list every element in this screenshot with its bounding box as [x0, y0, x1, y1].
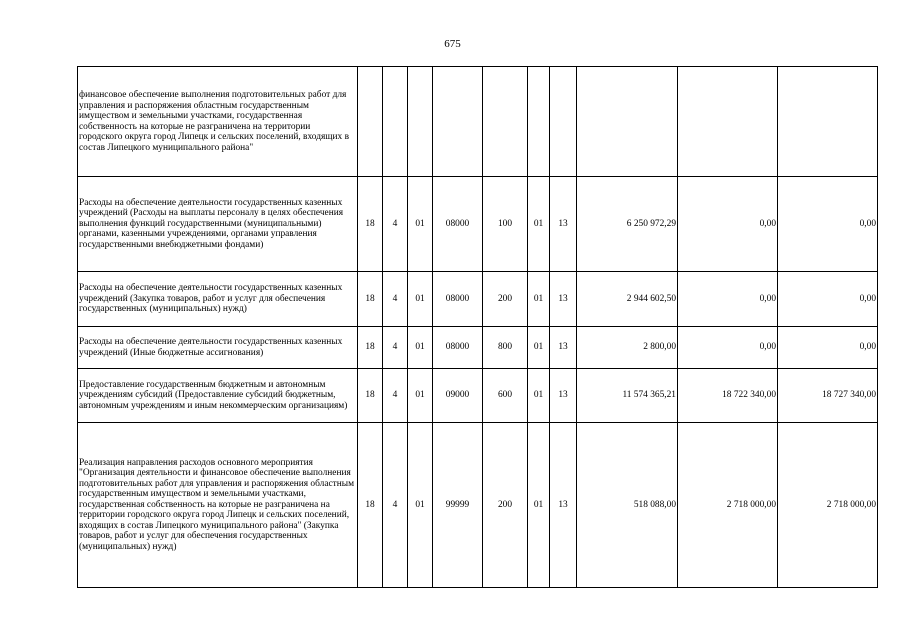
cell-code-3: 01: [408, 423, 433, 588]
cell-code-4: 08000: [433, 327, 483, 369]
cell-code-1: 18: [358, 423, 383, 588]
cell-code-6: 01: [528, 272, 550, 327]
row-description: Расходы на обеспечение деятельности государственных казенных учреждений (Иные бюджетные ассигнования): [78, 327, 358, 369]
cell-amount-3: 0,00: [778, 327, 878, 369]
cell-code-6: 01: [528, 177, 550, 272]
cell-code-4: 08000: [433, 177, 483, 272]
cell-code-6: [528, 67, 550, 177]
cell-code-2: 4: [383, 272, 408, 327]
cell-code-7: 13: [550, 423, 577, 588]
cell-amount-3: [778, 67, 878, 177]
cell-amount-2: [678, 67, 778, 177]
cell-code-4: 08000: [433, 272, 483, 327]
table-row: [78, 327, 878, 369]
cell-code-6: 01: [528, 369, 550, 423]
cell-code-4: 09000: [433, 369, 483, 423]
cell-code-1: [358, 67, 383, 177]
table-row: [78, 423, 878, 588]
cell-code-2: 4: [383, 369, 408, 423]
cell-code-5: 200: [483, 272, 528, 327]
budget-table: [77, 66, 878, 588]
cell-code-3: 01: [408, 177, 433, 272]
cell-code-2: 4: [383, 423, 408, 588]
cell-amount-1: 518 088,00: [577, 423, 678, 588]
cell-code-7: 13: [550, 327, 577, 369]
cell-code-1: 18: [358, 369, 383, 423]
cell-code-1: 18: [358, 177, 383, 272]
cell-code-2: 4: [383, 177, 408, 272]
cell-code-3: 01: [408, 327, 433, 369]
row-description: Предоставление государственным бюджетным и автономным учреждениям субсидий (Предоставление субсидий бюджетным, автономным учреждениям и иным некоммерческим организациям): [78, 369, 358, 423]
table-row: [78, 67, 878, 177]
cell-amount-3: 0,00: [778, 272, 878, 327]
cell-amount-1: [577, 67, 678, 177]
cell-code-5: 200: [483, 423, 528, 588]
cell-code-5: 800: [483, 327, 528, 369]
table-row: [78, 369, 878, 423]
page-number: 675: [444, 38, 461, 50]
cell-code-5: 100: [483, 177, 528, 272]
cell-code-4: 99999: [433, 423, 483, 588]
cell-amount-2: 0,00: [678, 327, 778, 369]
cell-code-7: 13: [550, 177, 577, 272]
cell-amount-2: 2 718 000,00: [678, 423, 778, 588]
table-row: [78, 272, 878, 327]
row-description: Расходы на обеспечение деятельности государственных казенных учреждений (Расходы на выплаты персоналу в целях обеспечения выполнения функций государственными (муниципальными) органами, казенными учреждениями, органами управления государственными внебюджетными фондами): [78, 177, 358, 272]
cell-code-7: [550, 67, 577, 177]
cell-code-2: 4: [383, 327, 408, 369]
cell-amount-3: 2 718 000,00: [778, 423, 878, 588]
cell-amount-1: 2 944 602,50: [577, 272, 678, 327]
cell-code-6: 01: [528, 327, 550, 369]
row-description: финансовое обеспечение выполнения подготовительных работ для управления и распоряжения областным государственным имуществом и земельными участками, государственная собственность на которые не разграничена на территории городского округа город Липецк и сельских поселений, входящих в состав Липецкого муниципального района": [78, 67, 358, 177]
cell-amount-1: 11 574 365,21: [577, 369, 678, 423]
cell-code-1: 18: [358, 272, 383, 327]
cell-amount-2: 18 722 340,00: [678, 369, 778, 423]
cell-code-6: 01: [528, 423, 550, 588]
cell-amount-3: 18 727 340,00: [778, 369, 878, 423]
cell-code-7: 13: [550, 272, 577, 327]
row-description: Расходы на обеспечение деятельности государственных казенных учреждений (Закупка товаров, работ и услуг для обеспечения государственных (муниципальных) нужд): [78, 272, 358, 327]
cell-code-4: [433, 67, 483, 177]
cell-amount-1: 6 250 972,29: [577, 177, 678, 272]
cell-amount-2: 0,00: [678, 177, 778, 272]
cell-code-3: 01: [408, 272, 433, 327]
cell-code-7: 13: [550, 369, 577, 423]
cell-amount-3: 0,00: [778, 177, 878, 272]
cell-code-3: 01: [408, 369, 433, 423]
cell-code-5: [483, 67, 528, 177]
cell-amount-1: 2 800,00: [577, 327, 678, 369]
row-description: Реализация направления расходов основного мероприятия "Организация деятельности и финансовое обеспечение выполнения подготовительных работ для управления и распоряжения областным государственным имуществом и земельными участками, государственная собственность на которые не разграничена на территории городского округа город Липецк и сельских поселений, входящих в состав Липецкого муниципального района" (Закупка товаров, работ и услуг для обеспечения государственных (муниципальных) нужд): [78, 423, 358, 588]
cell-code-5: 600: [483, 369, 528, 423]
cell-code-1: 18: [358, 327, 383, 369]
cell-code-3: [408, 67, 433, 177]
cell-amount-2: 0,00: [678, 272, 778, 327]
table-row: [78, 177, 878, 272]
cell-code-2: [383, 67, 408, 177]
